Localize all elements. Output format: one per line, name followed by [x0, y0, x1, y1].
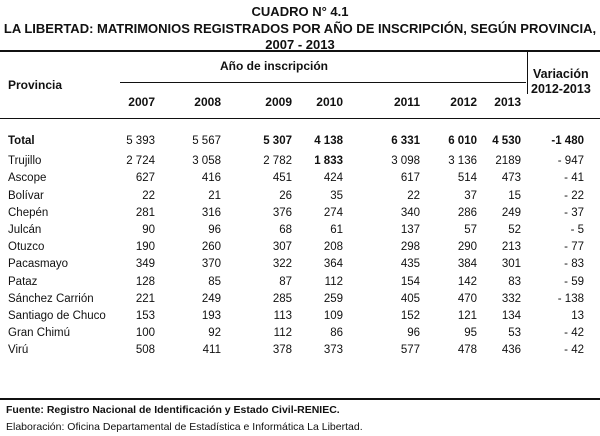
variation-cell: - 37 [564, 207, 584, 219]
variation-separator [527, 52, 528, 94]
table-cell: 85 [208, 276, 221, 288]
header-provincia: Provincia [8, 78, 63, 92]
table-cell: 96 [407, 327, 420, 339]
table-cell: 2 782 [263, 155, 292, 167]
table-cell: 478 [457, 344, 477, 356]
table-cell: 364 [323, 258, 343, 270]
table-cell: 154 [400, 276, 420, 288]
table-top-rule [0, 50, 600, 52]
table-cell: 15 [508, 190, 521, 202]
table-cell: 332 [501, 293, 521, 305]
table-cell: 190 [135, 241, 155, 253]
province-name: Bolívar [8, 190, 44, 202]
table-cell: 92 [208, 327, 221, 339]
table-cell: 22 [407, 190, 420, 202]
table-cell: 286 [457, 207, 477, 219]
table-cell: 86 [330, 327, 343, 339]
table-cell: 473 [501, 172, 521, 184]
table-cell: 4 530 [492, 135, 521, 147]
variation-cell: - 83 [564, 258, 584, 270]
year-header: 2011 [393, 95, 420, 109]
table-cell: 221 [135, 293, 155, 305]
table-subtitle: LA LIBERTAD: MATRIMONIOS REGISTRADOS POR AÑO DE INSCRIPCIÓN, SEGÚN PROVINCIA, 2007 - 2013 [3, 21, 597, 52]
table-cell: 112 [324, 276, 343, 288]
table-cell: 508 [135, 344, 155, 356]
table-cell: 577 [400, 344, 420, 356]
table-cell: 249 [201, 293, 221, 305]
province-name: Sánchez Carrión [8, 293, 94, 305]
province-name: Julcán [8, 224, 42, 236]
province-name: Pacasmayo [8, 258, 69, 270]
year-header: 2012 [450, 95, 477, 109]
table-cell: 35 [330, 190, 343, 202]
source-note: Fuente: Registro Nacional de Identificación y Estado Civil-RENIEC. [6, 404, 340, 416]
province-name: Ascope [8, 172, 47, 184]
table-cell: 436 [501, 344, 521, 356]
variation-cell: - 947 [557, 155, 584, 167]
table-cell: 68 [279, 224, 292, 236]
table-cell: 96 [208, 224, 221, 236]
variation-cell: - 42 [564, 344, 584, 356]
table-cell: 274 [323, 207, 343, 219]
table-cell: 340 [400, 207, 420, 219]
table-cell: 435 [400, 258, 420, 270]
table-cell: 285 [272, 293, 292, 305]
table-cell: 4 138 [314, 135, 343, 147]
province-name: Gran Chimú [8, 327, 70, 339]
table-cell: 373 [323, 344, 343, 356]
table-cell: 301 [501, 258, 521, 270]
variation-cell: - 59 [564, 276, 584, 288]
year-header: 2009 [265, 95, 292, 109]
table-cell: 37 [464, 190, 477, 202]
table-cell: 26 [279, 190, 292, 202]
table-cell: 137 [400, 224, 420, 236]
table-cell: 322 [272, 258, 292, 270]
table-cell: 3 136 [448, 155, 477, 167]
province-name: Virú [8, 344, 29, 356]
year-header: 2013 [494, 95, 521, 109]
province-name: Santiago de Chuco [8, 310, 106, 322]
table-cell: 370 [201, 258, 221, 270]
table-cell: 53 [508, 327, 521, 339]
table-cell: 153 [135, 310, 155, 322]
table-cell: 95 [464, 327, 477, 339]
table-cell: 22 [142, 190, 155, 202]
year-header: 2010 [316, 95, 343, 109]
table-cell: 617 [400, 172, 420, 184]
table-cell: 451 [272, 172, 292, 184]
table-cell: 100 [135, 327, 155, 339]
table-cell: 6 331 [391, 135, 420, 147]
table-title: CUADRO N° 4.1 [251, 4, 349, 19]
province-name: Otuzco [8, 241, 45, 253]
table-cell: 470 [457, 293, 477, 305]
header-year-group: Año de inscripción [220, 59, 329, 73]
table-cell: 142 [457, 276, 477, 288]
table-cell: 128 [135, 276, 155, 288]
year-header: 2007 [128, 95, 155, 109]
table-cell: 260 [201, 241, 221, 253]
variation-cell: -1 480 [551, 135, 584, 147]
province-name: Total [8, 135, 35, 147]
table-cell: 5 307 [263, 135, 292, 147]
variation-cell: - 138 [557, 293, 584, 305]
table-cell: 213 [501, 241, 521, 253]
table-cell: 87 [279, 276, 292, 288]
variation-cell: - 41 [564, 172, 584, 184]
table-cell: 298 [400, 241, 420, 253]
header-bottom-rule [0, 118, 600, 119]
table-cell: 281 [135, 207, 155, 219]
table-cell: 21 [208, 190, 221, 202]
table-cell: 384 [457, 258, 477, 270]
table-cell: 52 [508, 224, 521, 236]
table-cell: 90 [142, 224, 155, 236]
table-cell: 2189 [495, 155, 521, 167]
table-cell: 5 393 [126, 135, 155, 147]
table-cell: 349 [135, 258, 155, 270]
table-cell: 424 [323, 172, 343, 184]
table-cell: 83 [508, 276, 521, 288]
table-cell: 316 [201, 207, 221, 219]
table-cell: 416 [201, 172, 221, 184]
table-cell: 3 098 [391, 155, 420, 167]
province-name: Trujillo [8, 155, 42, 167]
province-name: Chepén [8, 207, 49, 219]
table-cell: 193 [201, 310, 221, 322]
variation-cell: - 22 [564, 190, 584, 202]
table-cell: 57 [464, 224, 477, 236]
variation-cell: - 5 [570, 224, 584, 236]
table-cell: 3 058 [192, 155, 221, 167]
table-cell: 6 010 [448, 135, 477, 147]
table-cell: 1 833 [314, 155, 343, 167]
table-cell: 514 [457, 172, 477, 184]
table-cell: 5 567 [192, 135, 221, 147]
table-cell: 109 [323, 310, 343, 322]
table-cell: 134 [501, 310, 521, 322]
table-cell: 290 [457, 241, 477, 253]
table-cell: 405 [400, 293, 420, 305]
variation-cell: - 77 [564, 241, 584, 253]
table-cell: 2 724 [126, 155, 155, 167]
variation-cell: 13 [571, 310, 584, 322]
table-cell: 307 [272, 241, 292, 253]
variation-cell: - 42 [564, 327, 584, 339]
elaboration-note: Elaboración: Oficina Departamental de Estadística e Informática La Libertad. [6, 421, 363, 433]
table-cell: 61 [330, 224, 343, 236]
table-cell: 249 [501, 207, 521, 219]
table-cell: 112 [273, 327, 292, 339]
table-cell: 376 [272, 207, 292, 219]
table-cell: 259 [323, 293, 343, 305]
table-cell: 208 [323, 241, 343, 253]
province-name: Pataz [8, 276, 38, 288]
header-variation-line1: Variación [533, 67, 589, 81]
year-header: 2008 [194, 95, 221, 109]
table-bottom-rule [0, 398, 600, 400]
header-variation-line2: 2012-2013 [531, 82, 591, 96]
table-cell: 113 [273, 310, 292, 322]
year-group-underline [120, 82, 526, 83]
table-cell: 378 [272, 344, 292, 356]
table-cell: 152 [400, 310, 420, 322]
table-cell: 411 [202, 344, 221, 356]
table-cell: 627 [135, 172, 155, 184]
table-cell: 121 [457, 310, 477, 322]
